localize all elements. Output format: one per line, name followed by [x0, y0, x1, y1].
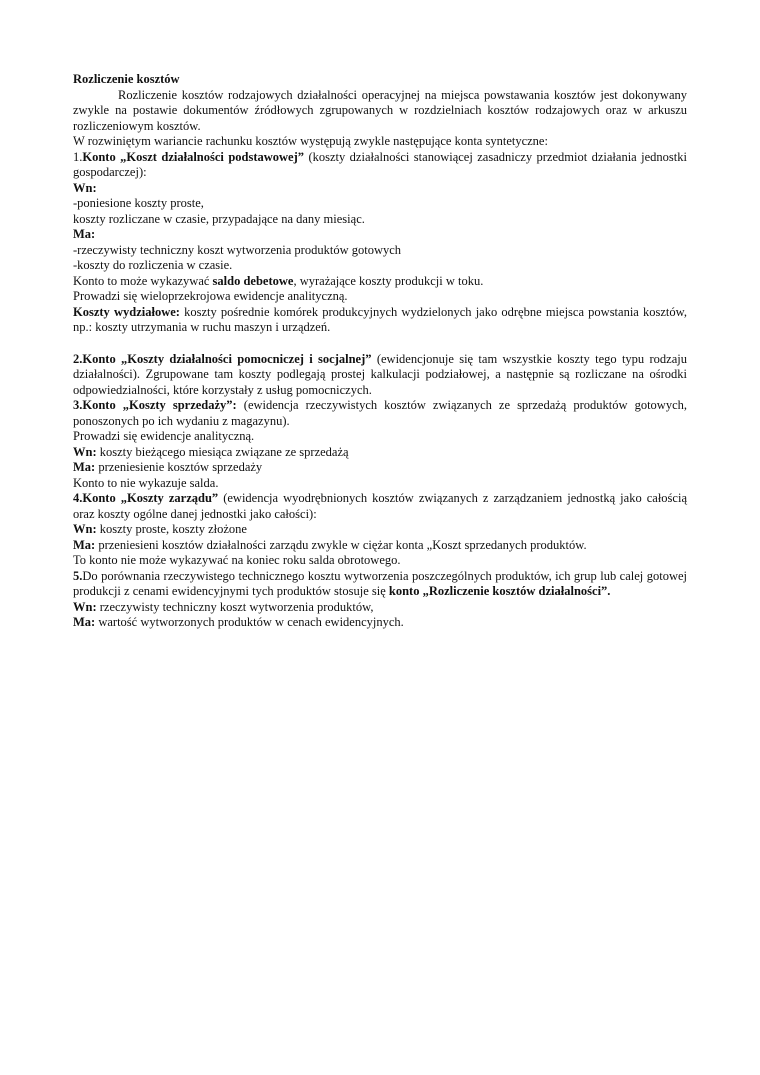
section-1-saldo-note: Konto to może wykazywać saldo debetowe, wyrażające koszty produkcji w toku. — [73, 273, 484, 288]
section-3-evidence-note: Prowadzi się ewidencje analityczną. — [73, 429, 255, 443]
section-5-paragraph: 5.Do porównania rzeczywistego technicznego kosztu wytworzenia poszczególnych produktów, ich grup lub calej gotowej produkcji z cenami ewidencyjnymi tych produktów stosuje się konto „Rozliczenie kosztów działalności”. — [73, 568, 687, 598]
section-1-ma-label: Ma: — [73, 227, 96, 241]
section-2-paragraph: 2.Konto „Koszty działalności pomocniczej i socjalnej” (ewidencjonuje się tam wszystkie koszty tego typu rodzaju działalności). Zgrupowane tam koszty podlegają prostej kalkulacji podziałowej, a następnie są rozliczane na ośrodki odpowiedzialności, które korzystały z usług pomocniczych. — [73, 351, 687, 397]
document-title: Rozliczenie kosztów — [73, 72, 180, 86]
section-4-wn-line: Wn: koszty proste, koszty złożone — [73, 522, 247, 536]
section-1-ma-item: -koszty do rozliczenia w czasie. — [73, 258, 233, 272]
section-1-wn-label: Wn: — [73, 180, 97, 195]
section-1-wn-item: -poniesione koszty proste, — [73, 196, 204, 210]
section-3-wn-line: Wn: koszty bieżącego miesiąca związane ze sprzedażą — [73, 444, 349, 459]
section-1-evidence-note: Prowadzi się wieloprzekrojowa ewidencje analityczną. — [73, 289, 348, 303]
section-spacer — [73, 336, 687, 352]
section-3-ma-line: Ma: przeniesienie kosztów sprzedaży — [73, 460, 263, 474]
section-1-heading: 1.Konto „Koszt działalności podstawowej” (koszty działalności stanowiącej zasadniczy przedmiot działania jednostki gospodarczej): — [73, 149, 687, 179]
section-4-ma-line: Ma: przeniesieni kosztów działalności zarządu zwykle w ciężar konta „Koszt sprzedanych produktów. — [73, 537, 587, 552]
section-1-wydzialowe: Koszty wydziałowe: koszty pośrednie komórek produkcyjnych wydzielonych jako odrębne miejsca powstania kosztów, np.: koszty utrzymania w ruchu maszyn i urządzeń. — [73, 304, 687, 334]
section-5-wn-line: Wn: rzeczywisty techniczny koszt wytworzenia produktów, — [73, 599, 374, 614]
section-4-note: To konto nie może wykazywać na koniec roku salda obrotowego. — [73, 553, 401, 567]
section-5-ma-line: Ma: wartość wytworzonych produktów w cenach ewidencyjnych. — [73, 615, 404, 629]
section-3-note: Konto to nie wykazuje salda. — [73, 475, 219, 490]
section-1-ma-item: -rzeczywisty techniczny koszt wytworzenia produktów gotowych — [73, 242, 402, 257]
section-3-paragraph: 3.Konto „Koszty sprzedaży”: (ewidencja rzeczywistych kosztów związanych ze sprzedażą produktów gotowych, ponoszonych po ich wydaniu z magazynu). — [73, 398, 688, 428]
section-1-wn-item: koszty rozliczane w czasie, przypadające na dany miesiąc. — [73, 211, 365, 226]
section-4-paragraph: 4.Konto „Koszty zarządu” (ewidencja wyodrębnionych kosztów związanych z zarządzaniem jednostką jako całością oraz koszty ogólne danej jednostki jako całości): — [73, 491, 687, 521]
intro-accounts-line: W rozwiniętym wariancie rachunku kosztów występują zwykle następujące konta syntetyczne: — [73, 134, 548, 148]
document-page — [73, 72, 687, 631]
intro-paragraph: Rozliczenie kosztów rodzajowych działalności operacyjnej na miejsca powstawania kosztów jest dokonywany zwykle na postawie dokumentów źródłowych zgrupowanych w rozdzielniach kosztów rodzajowych oraz w arkuszu rozliczeniowym kosztów. — [73, 87, 687, 133]
